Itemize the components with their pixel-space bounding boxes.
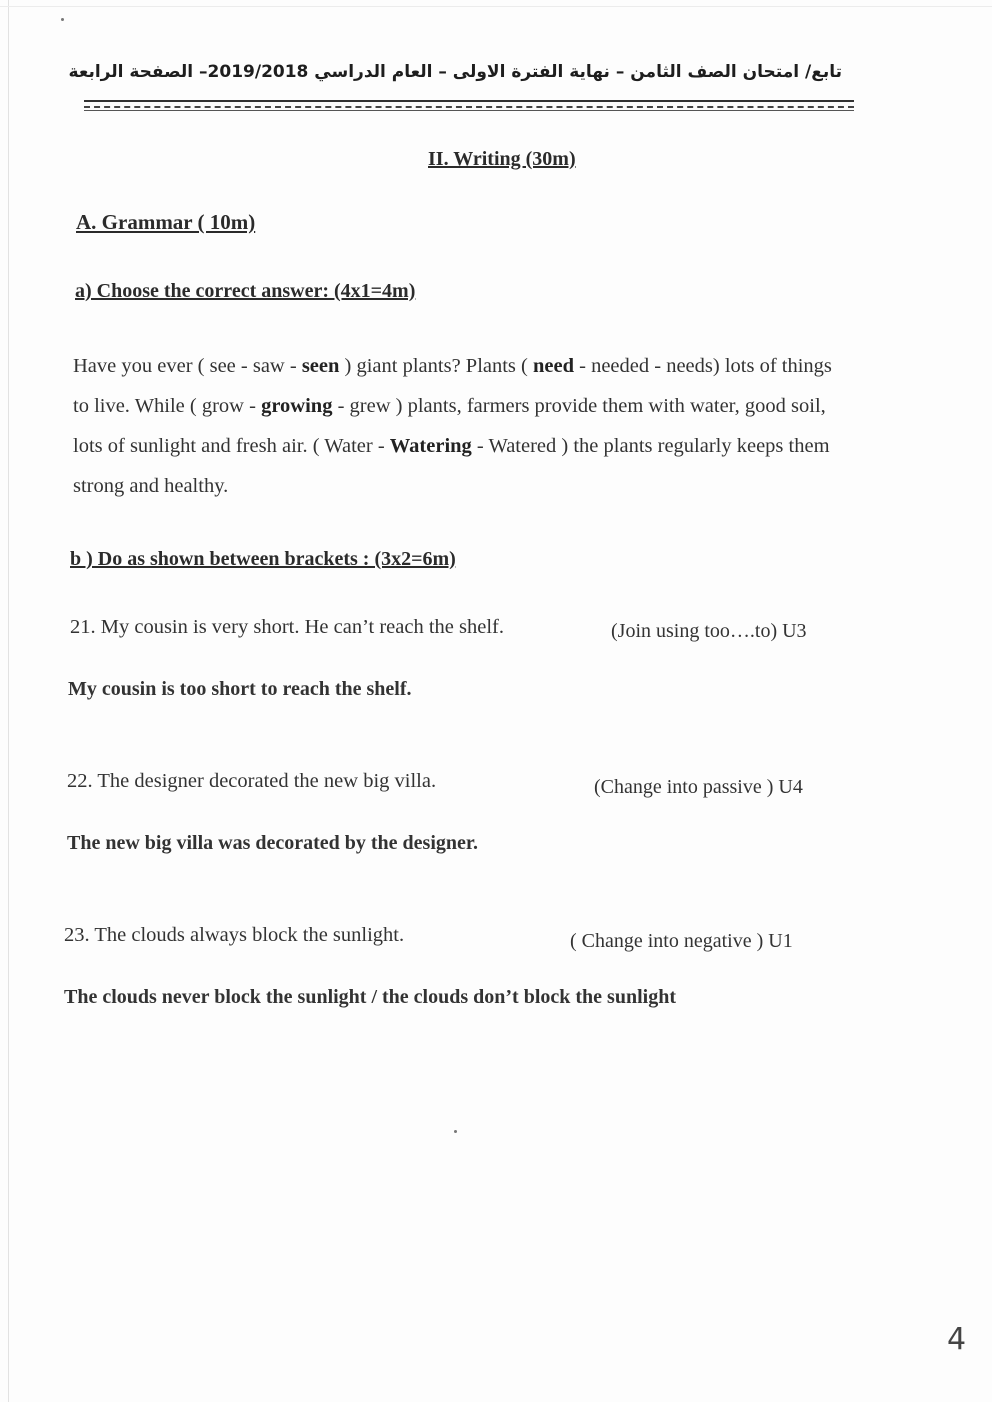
question-23-answer: The clouds never block the sunlight / the clouds don’t block the sunlight (64, 986, 676, 1008)
question-21-sentence: 21. My cousin is very short. He can’t reach the shelf. (70, 616, 504, 638)
paragraph-line: strong and healthy. (73, 475, 229, 497)
scan-speck (454, 1130, 457, 1133)
question-21-answer: My cousin is too short to reach the shelf. (68, 678, 412, 700)
question-22-instruction: (Change into passive ) U4 (594, 776, 803, 798)
exam-header: تابع/ امتحان الصف الثامن – نهاية الفترة الاولى – العام الدراسي 2019/2018– الصفحة الرابعة (68, 62, 842, 82)
question-22-sentence: 22. The designer decorated the new big villa. (67, 770, 437, 792)
task-a-title: a) Choose the correct answer: (4x1=4m) (75, 280, 416, 302)
selected-answer: seen (301, 355, 340, 377)
header-rule (84, 110, 854, 111)
selected-answer: need (533, 355, 574, 377)
scan-edge-top (0, 6, 992, 7)
paragraph-line: Have you ever ( see - saw - seen ) giant plants? Plants ( need - needed - needs) lots of things (73, 355, 832, 377)
header-rule (84, 100, 854, 102)
question-21-instruction: (Join using too….to) U3 (611, 620, 807, 642)
question-23-sentence: 23. The clouds always block the sunlight. (64, 924, 405, 946)
scan-speck (61, 18, 64, 21)
grammar-title: A. Grammar ( 10m) (76, 210, 256, 234)
page-number: 4 (947, 1322, 967, 1357)
header-rule (84, 106, 854, 108)
scan-edge-left (8, 0, 9, 1402)
choose-paragraph (73, 346, 943, 506)
question-23-instruction: ( Change into negative ) U1 (570, 930, 793, 952)
task-b-title: b ) Do as shown between brackets : (3x2=6m) (70, 548, 456, 570)
selected-answer: Watering (389, 435, 472, 457)
selected-answer: growing (261, 395, 333, 417)
question-22-answer: The new big villa was decorated by the designer. (67, 832, 478, 854)
paragraph-line: to live. While ( grow - growing - grew ) plants, farmers provide them with water, good soil, (73, 395, 826, 417)
section-title: II. Writing (30m) (428, 148, 576, 170)
paragraph-line: lots of sunlight and fresh air. ( Water - Watering - Watered ) the plants regularly keeps them (73, 435, 830, 457)
